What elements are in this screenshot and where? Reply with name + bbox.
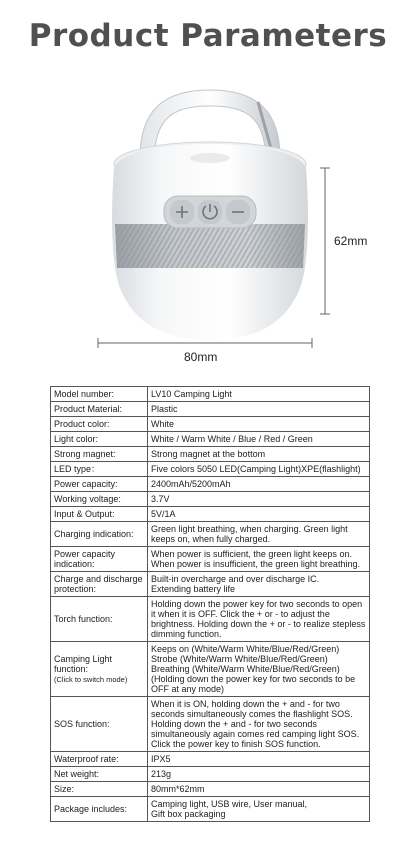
spec-label: Strong magnet: [51,447,148,462]
spec-label: LED type： [51,462,148,477]
spec-label: Power capacity indication: [51,547,148,572]
spec-value: 3.7V [148,492,370,507]
spec-value: Five colors 5050 LED(Camping Light)XPE(flashlight) [148,462,370,477]
spec-label: Net weight: [51,767,148,782]
table-row [51,492,370,507]
spec-label: Product Material: [51,402,148,417]
spec-value: 2400mAh/5200mAh [148,477,370,492]
spec-label: Size: [51,782,148,797]
spec-value: Holding down the power key for two seconds to open it when it is OFF. Click the + or - to adjust the brightness. Holding down the + or - to realize stepless dimming function. [148,597,370,642]
spec-value: White / Warm White / Blue / Red / Green [148,432,370,447]
power-icon [198,200,222,224]
spec-label: Charge and discharge protection: [51,572,148,597]
spec-value: Keeps on (White/Warm White/Blue/Red/Green) Strobe (White/Warm White/Blue/Red/Green) Breathing (White/Warm White/Blue/Red/Green) (Holding down the power key for two seconds to be OFF at any mode) [148,642,370,697]
spec-value: 5V/1A [148,507,370,522]
table-row [51,462,370,477]
table-row [51,477,370,492]
spec-value: LV10 Camping Light [148,387,370,402]
spec-label: SOS function: [51,697,148,752]
specs-table [50,386,370,822]
table-row [51,572,370,597]
spec-label: Camping Light function: [54,653,113,674]
spec-value: Strong magnet at the bottom [148,447,370,462]
height-dimension-line [318,166,332,316]
spec-value: Plastic [148,402,370,417]
table-row [51,432,370,447]
table-row [51,547,370,572]
table-row [51,782,370,797]
spec-label: Model number: [51,387,148,402]
spec-label: Charging indication: [51,522,148,547]
table-row [51,507,370,522]
width-label: 80mm [184,350,218,364]
spec-value: IPX5 [148,752,370,767]
spec-value: Built-in overcharge and over discharge IC. Extending battery life [148,572,370,597]
camping-lantern-image [80,78,340,368]
table-row [51,642,370,697]
table-row [51,697,370,752]
spec-label: Torch function: [51,597,148,642]
spec-label: Package includes: [51,797,148,822]
table-row [51,797,370,822]
spec-label: Waterproof rate: [51,752,148,767]
spec-label: Light color: [51,432,148,447]
table-row [51,597,370,642]
spec-label: Power capacity: [51,477,148,492]
table-row [51,767,370,782]
spec-label-cell [51,642,148,697]
minus-icon [226,200,250,224]
spec-sublabel: (Click to switch mode) [54,674,128,684]
spec-label: Working voltage: [51,492,148,507]
table-row [51,522,370,547]
spec-label: Input & Output: [51,507,148,522]
table-row [51,447,370,462]
width-dimension-line [96,336,314,350]
spec-value: White [148,417,370,432]
table-row [51,387,370,402]
plus-icon [170,200,194,224]
spec-value: When power is sufficient, the green light keeps on. When power is insufficient, the green light breathing. [148,547,370,572]
page-title: Product Parameters [28,18,388,54]
spec-value: Camping light, USB wire, User manual, Gift box packaging [148,797,370,822]
table-row [51,402,370,417]
height-label: 62mm [334,234,368,248]
spec-value: 213g [148,767,370,782]
table-row [51,417,370,432]
spec-value: When it is ON, holding down the + and - for two seconds simultaneously comes the flashlight SOS. Holding down the + and - for two seconds simultaneously again comes red camping light SOS. Click the power key to finish SOS function. [148,697,370,752]
table-row [51,752,370,767]
spec-value: Green light breathing, when charging. Green light keeps on, when fully charged. [148,522,370,547]
spec-value: 80mm*62mm [148,782,370,797]
spec-label: Product color: [51,417,148,432]
